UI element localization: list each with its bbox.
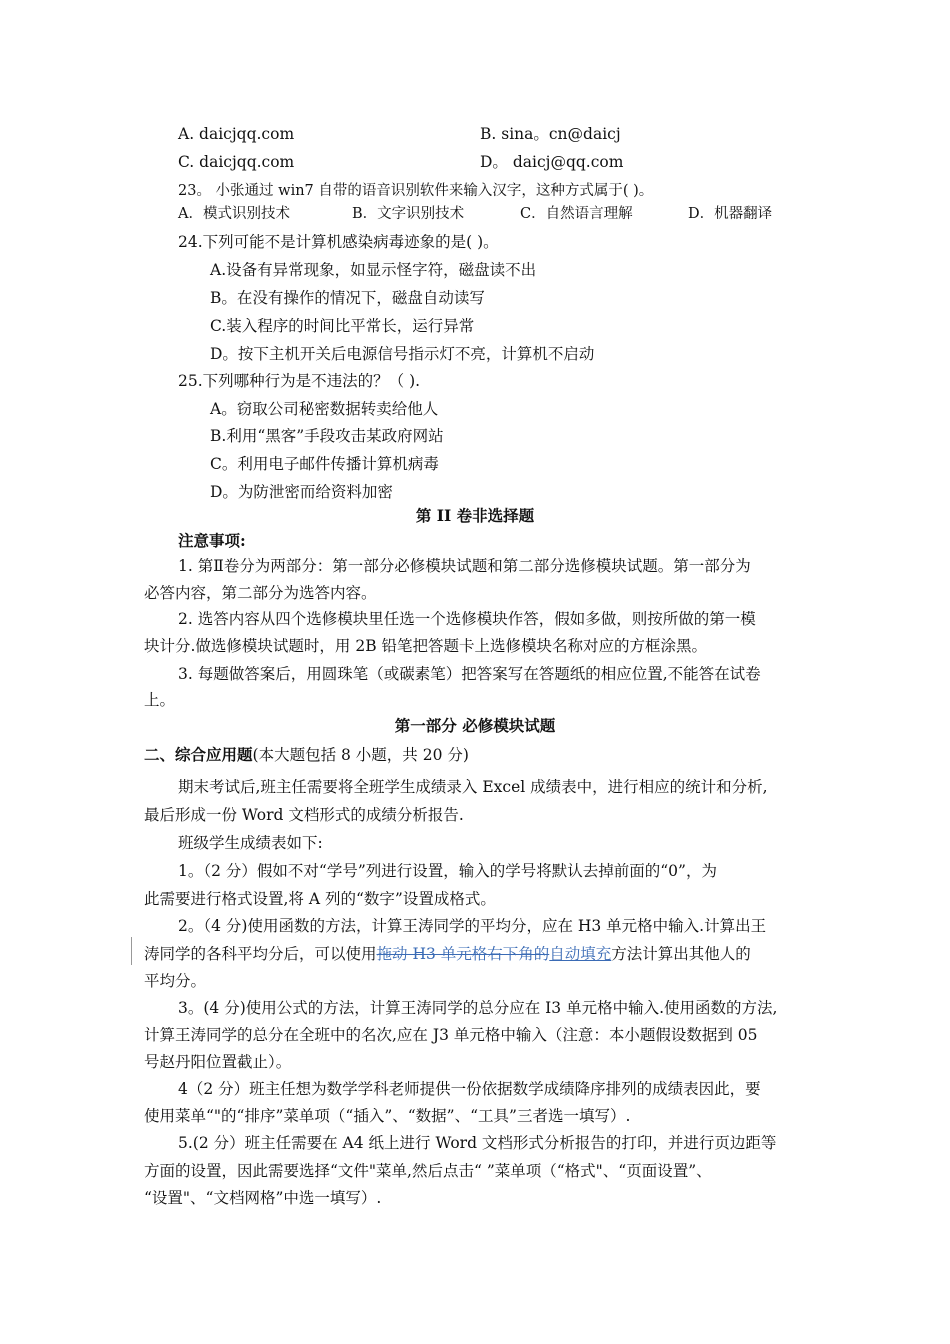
section-heading — [144, 745, 469, 765]
q1-line-1: 1。（2 分）假如不对“学号”列进行设置，输入的学号将默认去掉前面的“0”，为 — [178, 862, 717, 880]
section-heading-rest: (本大题包括 8 小题，共 20 分) — [252, 746, 469, 764]
q22-option-b: B. sina。cn@daicj — [480, 125, 621, 143]
notice-title: 注意事项: — [178, 531, 246, 550]
q2-line-2-start: 涛同学的各科平均分后，可以使用 — [144, 945, 377, 963]
q24-stem: 24.下列可能不是计算机感染病毒迹象的是( )。 — [178, 233, 499, 251]
q2-line-3: 平均分。 — [144, 972, 207, 990]
q23-option-d: D．机器翻译 — [688, 206, 773, 222]
q5-line-2: 方面的设置，因此需要选择“文件"菜单,然后点击“ ”菜单项（“格式"、“页面设置”、 — [144, 1162, 712, 1180]
q4-line-2: 使用菜单“"的“排序”菜单项（“插入”、“数据”、“工具”三者选一填写）. — [144, 1107, 631, 1125]
section-heading-bold: 二、综合应用题 — [144, 745, 253, 764]
q2-line-2-end: 方法计算出其他人的 — [611, 945, 751, 963]
revision-change-bar — [131, 937, 132, 965]
part2-title: 第 II 卷非选择题 — [415, 506, 535, 525]
q23-option-a: A．模式识别技术 — [178, 206, 290, 222]
q24-option-a: A.设备有异常现象，如显示怪字符，磁盘读不出 — [210, 261, 537, 279]
notice-3-line-2: 上。 — [144, 691, 176, 709]
intro-line-1: 期末考试后,班主任需要将全班学生成绩录入 Excel 成绩表中，进行相应的统计和分析, — [178, 778, 768, 796]
tracked-insertion[interactable]: 自动填充 — [549, 945, 612, 963]
q22-option-c: C. daicjqq.com — [178, 153, 295, 171]
q25-option-b: B.利用“黑客”手段攻击某政府网站 — [210, 427, 444, 445]
q2-line-1: 2。（4 分)使用函数的方法，计算王涛同学的平均分，应在 H3 单元格中输入.计算出王 — [178, 917, 767, 935]
q25-option-d: D。为防泄密而给资料加密 — [210, 483, 393, 501]
notice-1-line-2: 必答内容，第二部分为选答内容。 — [144, 584, 377, 602]
q5-line-1: 5.(2 分）班主任需要在 A4 纸上进行 Word 文档形式分析报告的打印，并进行页边距等 — [178, 1134, 777, 1152]
notice-2-line-2: 块计分.做选修模块试题时，用 2B 铅笔把答题卡上选修模块名称对应的方框涂黑。 — [144, 637, 708, 655]
section-title: 第一部分 必修模块试题 — [394, 716, 556, 735]
q25-option-c: C。利用电子邮件传播计算机病毒 — [210, 455, 439, 473]
q5-line-3: “设置"、“文档网格”中选一填写）. — [144, 1189, 382, 1207]
q3-line-3: 号赵丹阳位置截止）。 — [144, 1053, 292, 1071]
q22-option-a: A. daicjqq.com — [178, 125, 295, 143]
q3-line-1: 3。(4 分)使用公式的方法，计算王涛同学的总分应在 I3 单元格中输入.使用函数的方法, — [178, 999, 778, 1017]
q4-line-1: 4（2 分）班主任想为数学学科老师提供一份依据数学成绩降序排列的成绩表因此，要 — [178, 1080, 761, 1098]
q22-option-d: D。 daicj@qq.com — [480, 153, 624, 171]
q1-line-2: 此需要进行格式设置,将 A 列的“数字”设置成格式。 — [144, 890, 496, 908]
table-note: 班级学生成绩表如下: — [178, 834, 323, 852]
q24-option-b: B。在没有操作的情况下，磁盘自动读写 — [210, 289, 485, 307]
tracked-deletion[interactable]: 拖动 H3 单元格右下角的 — [376, 945, 550, 963]
q24-option-c: C.装入程序的时间比平常长，运行异常 — [210, 317, 475, 335]
q23-option-c: C．自然语言理解 — [520, 206, 633, 222]
q25-option-a: A。窃取公司秘密数据转卖给他人 — [210, 400, 439, 418]
q3-line-2: 计算王涛同学的总分在全班中的名次,应在 J3 单元格中输入（注意：本小题假设数据到 05 — [144, 1026, 758, 1044]
intro-line-2: 最后形成一份 Word 文档形式的成绩分析报告. — [144, 806, 464, 824]
notice-3-line-1: 3. 每题做答案后，用圆珠笔（或碳素笔）把答案写在答题纸的相应位置,不能答在试卷 — [178, 665, 761, 683]
q24-option-d: D。按下主机开关后电源信号指示灯不亮，计算机不启动 — [210, 345, 595, 363]
q23-option-b: B．文字识别技术 — [352, 206, 465, 222]
q23-stem: 23。 小张通过 win7 自带的语音识别软件来输入汉字，这种方式属于( )。 — [178, 183, 654, 199]
notice-1-line-1: 1. 第Ⅱ卷分为两部分：第一部分必修模块试题和第二部分选修模块试题。第一部分为 — [178, 557, 751, 575]
notice-2-line-1: 2. 选答内容从四个选修模块里任选一个选修模块作答，假如多做，则按所做的第一模 — [178, 610, 756, 628]
q2-line-2 — [144, 944, 751, 964]
q25-stem: 25.下列哪种行为是不违法的？（ ). — [178, 372, 421, 390]
